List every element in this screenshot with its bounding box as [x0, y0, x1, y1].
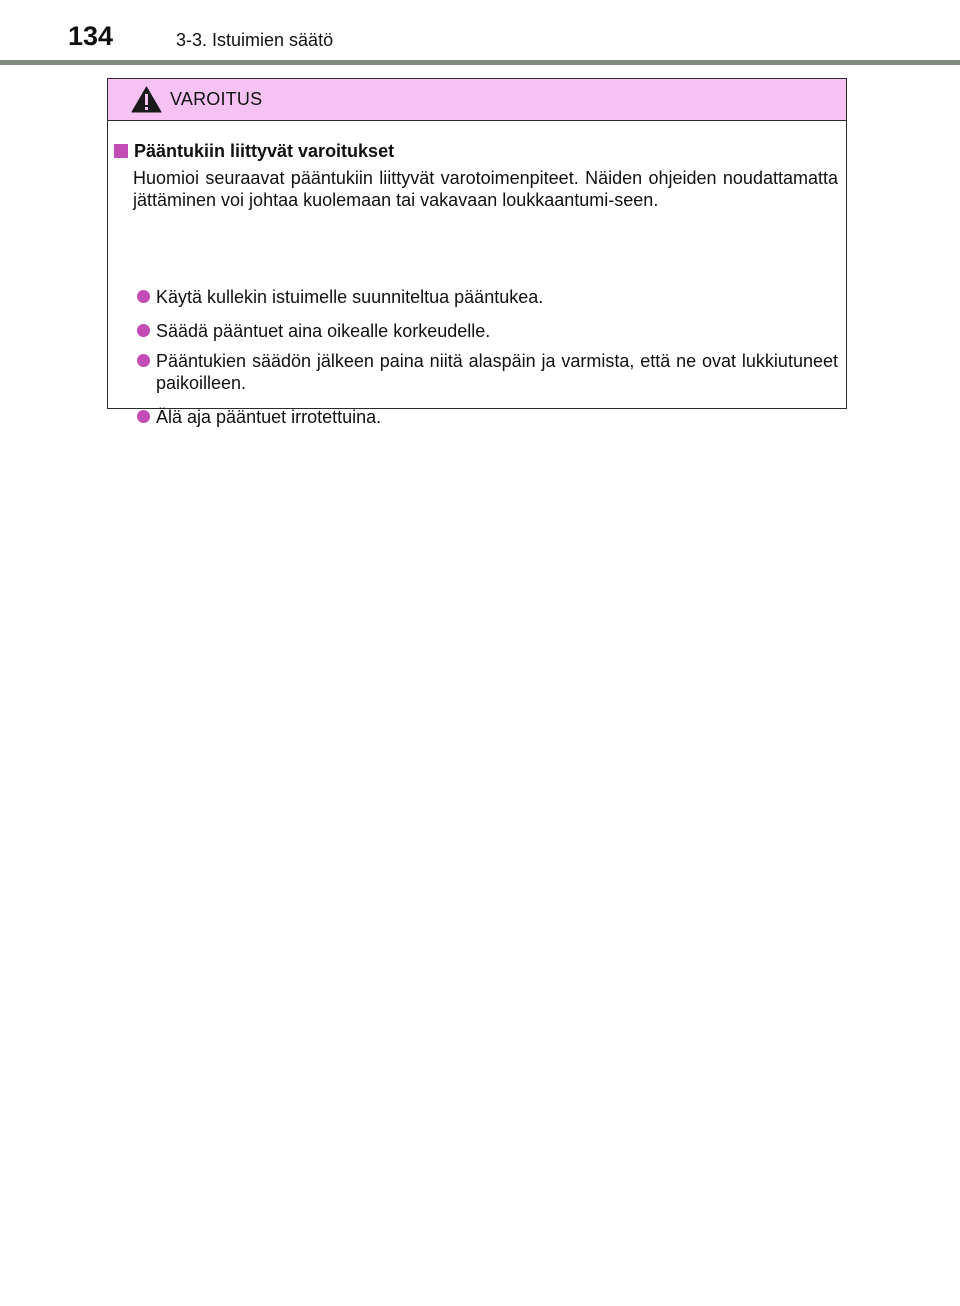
square-bullet-icon [114, 144, 128, 158]
warning-paragraph: Huomioi seuraavat pääntukiin liittyvät varotoimenpiteet. Näiden ohjeiden noudattamatta jättäminen voi johtaa kuolemaan tai vakavaan loukkaantumi-seen. [133, 168, 838, 210]
page-number: 134 [68, 21, 114, 51]
warning-subheading [114, 140, 394, 162]
circle-bullet-icon [137, 324, 150, 337]
circle-bullet-icon [137, 354, 150, 367]
warning-triangle-icon [131, 86, 162, 113]
list-item-text: Käytä kullekin istuimelle suunniteltua pääntukea. [156, 287, 544, 307]
list-item [133, 406, 838, 428]
section-title: 3-3. Istuimien säätö [176, 30, 334, 50]
warning-header [108, 79, 846, 121]
list-item-text: Pääntukien säädön jälkeen paina niitä alaspäin ja varmista, että ne ovat lukkiutuneet paikoilleen. [156, 351, 838, 393]
list-item-text: Säädä pääntuet aina oikealle korkeudelle. [156, 321, 491, 341]
list-item [133, 320, 838, 342]
warning-title: VAROITUS [170, 89, 263, 109]
warning-subheading-text: Pääntukiin liittyvät varoitukset [134, 141, 395, 161]
header-divider [0, 60, 960, 65]
circle-bullet-icon [137, 410, 150, 423]
list-item [133, 286, 838, 308]
list-item [133, 350, 838, 394]
warning-box [107, 78, 847, 427]
list-item-text: Älä aja pääntuet irrotettuina. [156, 407, 382, 427]
circle-bullet-icon [137, 290, 150, 303]
